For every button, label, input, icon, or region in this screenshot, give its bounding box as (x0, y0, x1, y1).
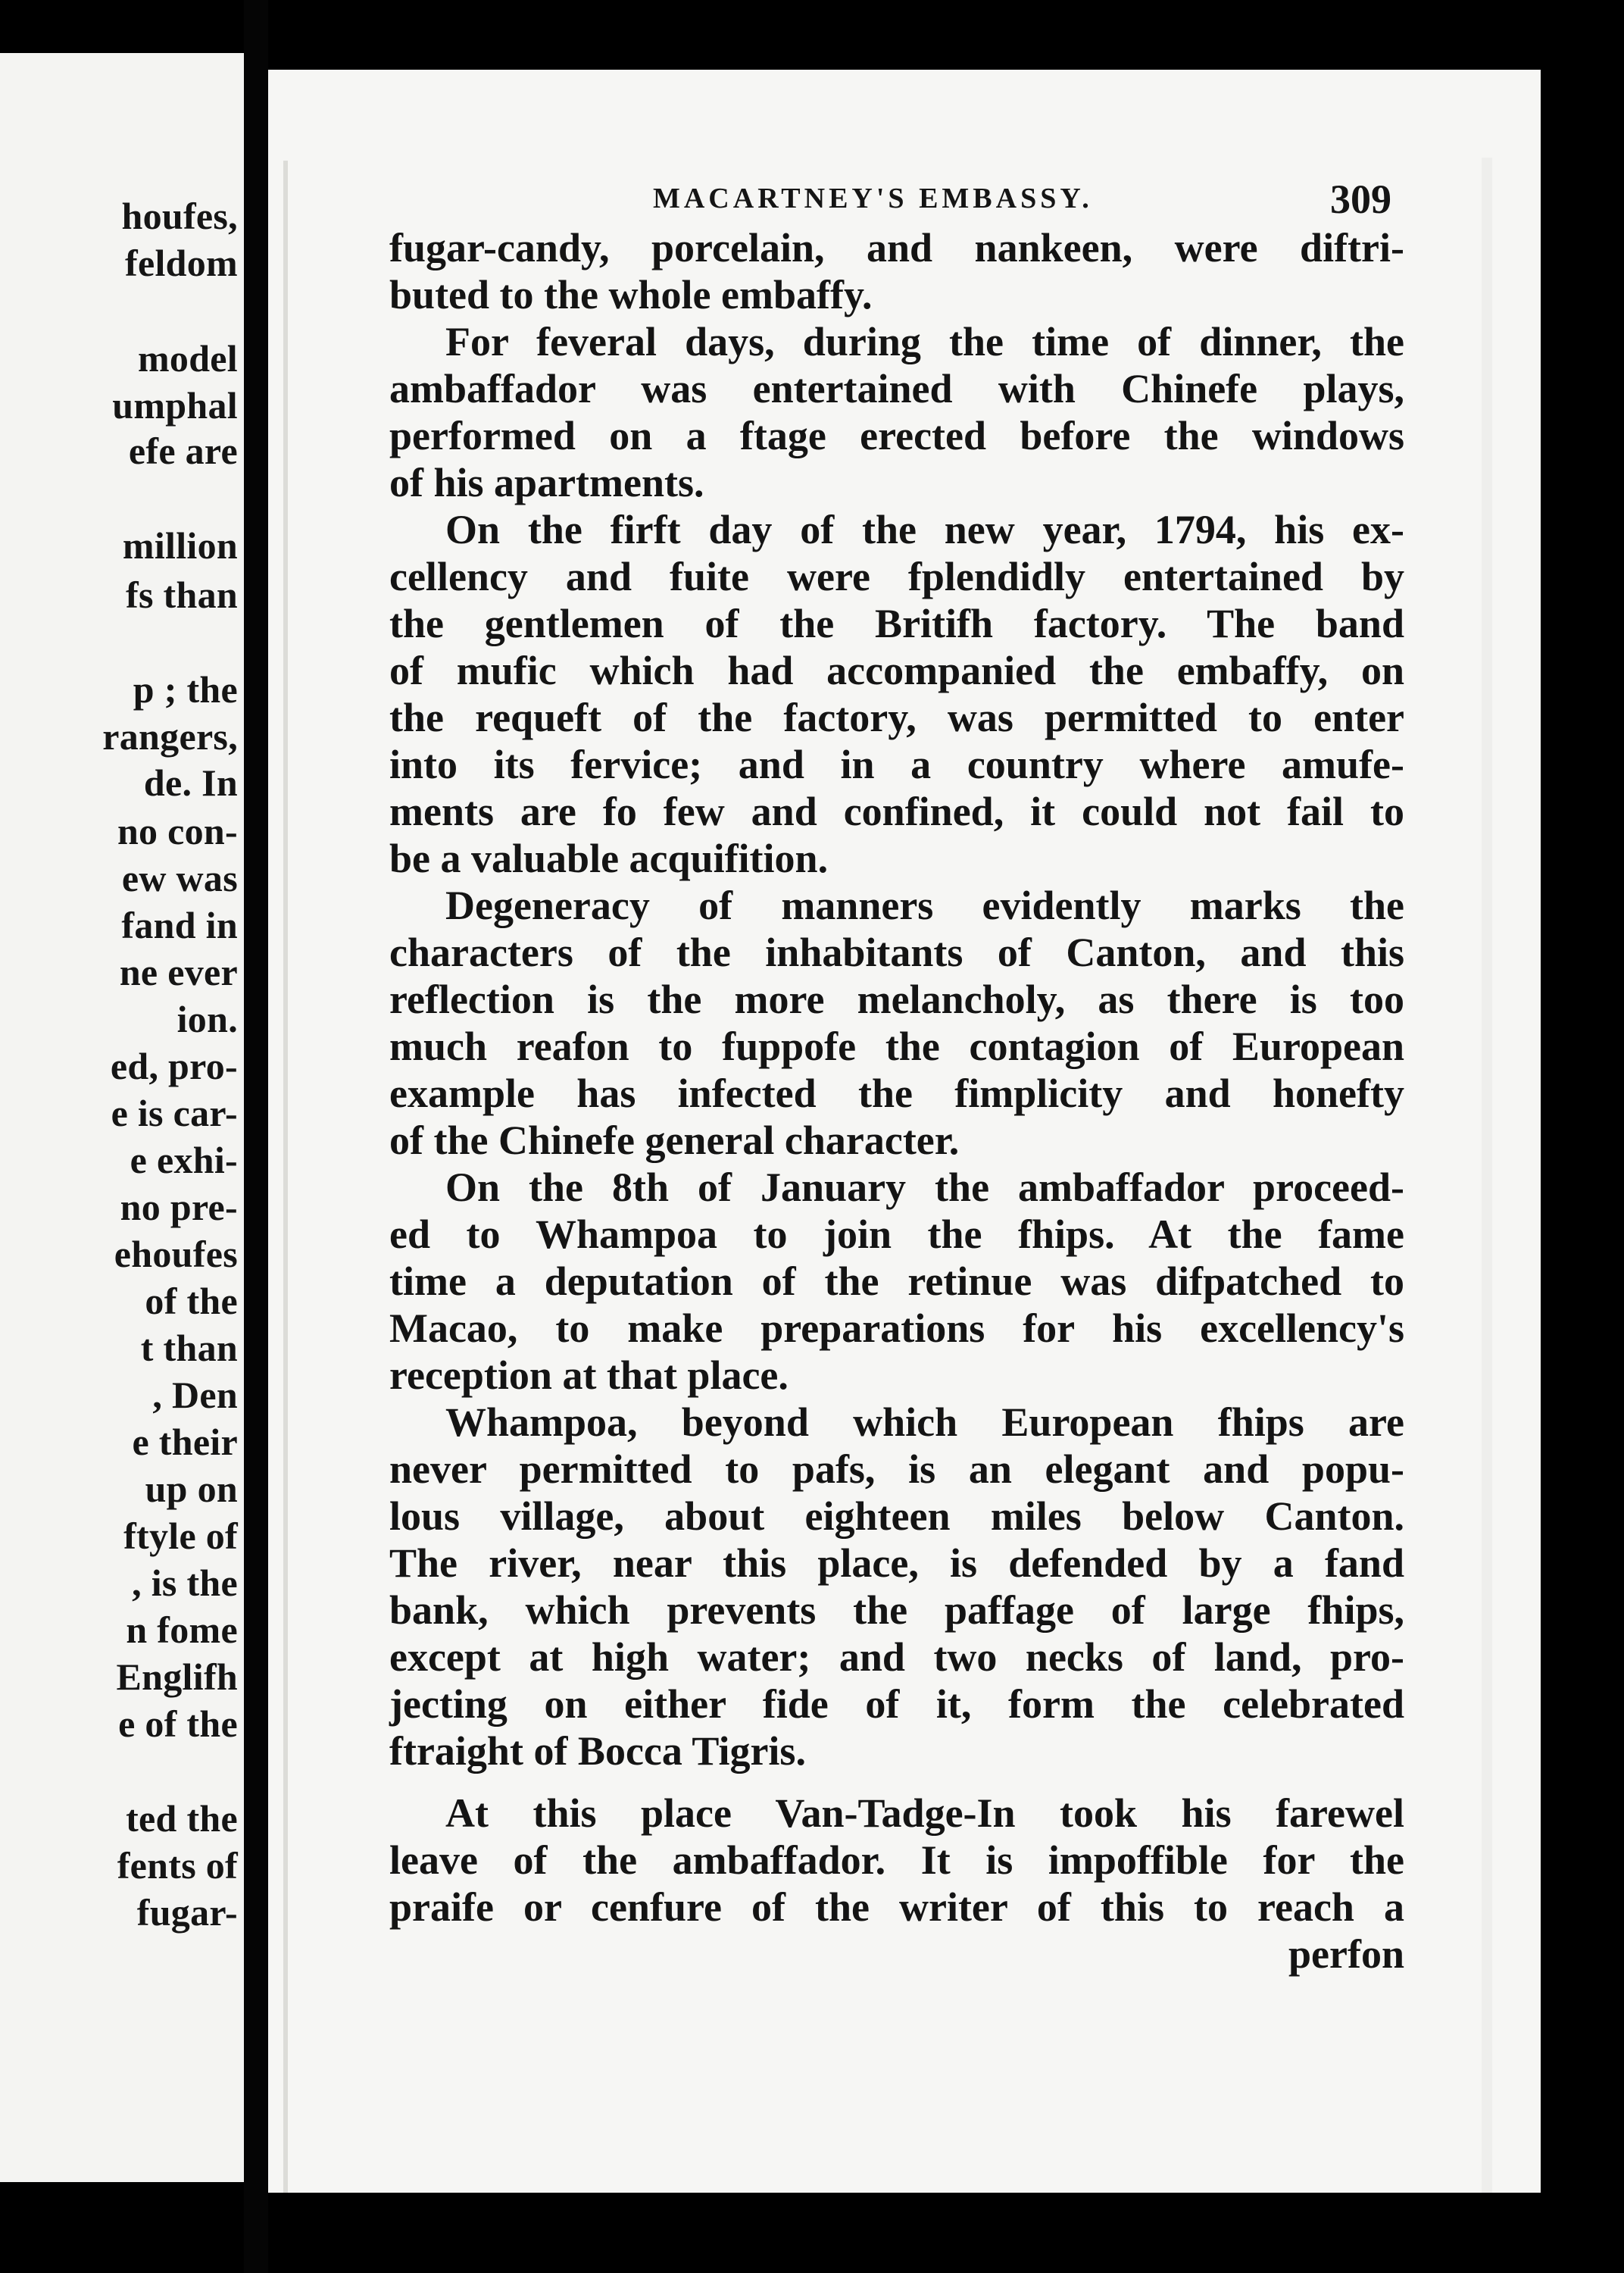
text-line: reflection is the more melancholy, as there is too (389, 977, 1404, 1022)
text-line: much reafon to fuppofe the contagion of European (389, 1024, 1404, 1069)
text-line: On the 8th of January the ambaffador proceed- (445, 1165, 1404, 1210)
left-page-line: feldom (125, 242, 238, 284)
text-line: jecting on either fide of it, form the celebrated (389, 1681, 1404, 1727)
left-page-line: e of the (118, 1702, 238, 1745)
text-line: On the firft day of the new year, 1794, his ex- (445, 507, 1404, 552)
page-number: 309 (1330, 177, 1391, 222)
left-page-line: ne ever (119, 951, 238, 993)
page-right-edge (1482, 158, 1492, 2193)
left-page-line: efe are (128, 430, 238, 472)
text-line: performed on a ftage erected before the windows (389, 413, 1404, 458)
book-gutter (244, 0, 268, 2273)
left-page-line: ion. (176, 998, 238, 1040)
page-edge-shadow (283, 161, 288, 2193)
left-page-line: ted the (126, 1797, 238, 1840)
left-page-line: Englifh (116, 1656, 238, 1698)
left-page-line: up on (145, 1468, 238, 1510)
text-line: cellency and fuite were fplendidly entertained by (389, 554, 1404, 599)
left-facing-page (0, 53, 244, 2182)
left-page-line: e is car- (111, 1092, 238, 1134)
left-page-line: fs than (126, 574, 238, 616)
text-line: never permitted to pafs, is an elegant and popu- (389, 1446, 1404, 1492)
text-line: ed to Whampoa to join the fhips. At the fame (389, 1212, 1404, 1257)
text-line: At this place Van-Tadge-In took his farewel (445, 1790, 1404, 1836)
text-line: buted to the whole embaffy. (389, 272, 873, 317)
text-line: praife or cenfure of the writer of this to reach a (389, 1884, 1404, 1930)
page-header (268, 176, 1541, 229)
text-line: be a valuable acquifition. (389, 836, 829, 881)
book-page (268, 70, 1541, 2193)
left-page-line: rangers, (102, 715, 238, 758)
catchword: perfon (1288, 1931, 1404, 1977)
left-page-line: de. In (143, 761, 238, 804)
left-page-line: ftyle of (123, 1515, 238, 1557)
text-line: ftraight of Bocca Tigris. (389, 1728, 806, 1774)
text-line: except at high water; and two necks of land, pro- (389, 1634, 1404, 1680)
left-page-line: p ; the (133, 668, 238, 711)
running-head: MACARTNEY'S EMBASSY. (653, 183, 1093, 214)
left-page-line: ew was (121, 857, 238, 899)
text-line: ments are fo few and confined, it could not fail to (389, 789, 1404, 834)
text-line: For feveral days, during the time of dinner, the (445, 319, 1404, 364)
text-line: Degeneracy of manners evidently marks the (445, 883, 1404, 928)
left-page-line: of the (145, 1280, 238, 1322)
left-page-line: fugar- (136, 1891, 238, 1934)
left-page-line: million (122, 524, 238, 567)
text-line: time a deputation of the retinue was difpatched to (389, 1258, 1404, 1304)
text-line: characters of the inhabitants of Canton, and this (389, 930, 1404, 975)
text-line: the requeft of the factory, was permitted to enter (389, 695, 1404, 740)
text-line: the gentlemen of the Britifh factory. The band (389, 601, 1404, 646)
text-line: The river, near this place, is defended by a fand (389, 1540, 1404, 1586)
text-line: into its fervice; and in a country where amufe- (389, 742, 1404, 787)
text-line: of his apartments. (389, 460, 704, 505)
left-page-line: e exhi- (130, 1139, 238, 1181)
left-page-line: fents of (117, 1844, 238, 1887)
left-page-line: e their (132, 1421, 238, 1463)
text-line: leave of the ambaffador. It is impoffible for the (389, 1837, 1404, 1883)
left-page-line: , is the (132, 1562, 238, 1604)
text-line: ambaffador was entertained with Chinefe plays, (389, 366, 1404, 411)
left-page-line: ed, pro- (110, 1045, 238, 1087)
text-line: of mufic which had accompanied the embaffy, on (389, 648, 1404, 693)
text-line: reception at that place. (389, 1352, 789, 1398)
left-page-line: n fome (126, 1609, 238, 1651)
text-line: Whampoa, beyond which European fhips are (445, 1399, 1404, 1445)
left-page-line: fand in (121, 904, 238, 946)
text-line: example has infected the fimplicity and honefty (389, 1071, 1404, 1116)
text-line: bank, which prevents the paffage of large fhips, (389, 1587, 1404, 1633)
text-line: Macao, to make preparations for his excellency's (389, 1305, 1404, 1351)
left-page-line: no pre- (120, 1186, 238, 1228)
text-line: lous village, about eighteen miles below Canton. (389, 1493, 1404, 1539)
left-page-line: umphal (112, 384, 238, 427)
text-line: fugar-candy, porcelain, and nankeen, were diftri- (389, 225, 1404, 270)
left-page-line: ehoufes (114, 1233, 238, 1275)
left-page-line: , Den (152, 1374, 238, 1416)
text-line: of the Chinefe general character. (389, 1118, 960, 1163)
left-page-line: t than (140, 1327, 238, 1369)
left-page-line: model (137, 337, 238, 380)
left-page-line: houfes, (121, 195, 238, 237)
left-page-line: no con- (117, 810, 238, 852)
